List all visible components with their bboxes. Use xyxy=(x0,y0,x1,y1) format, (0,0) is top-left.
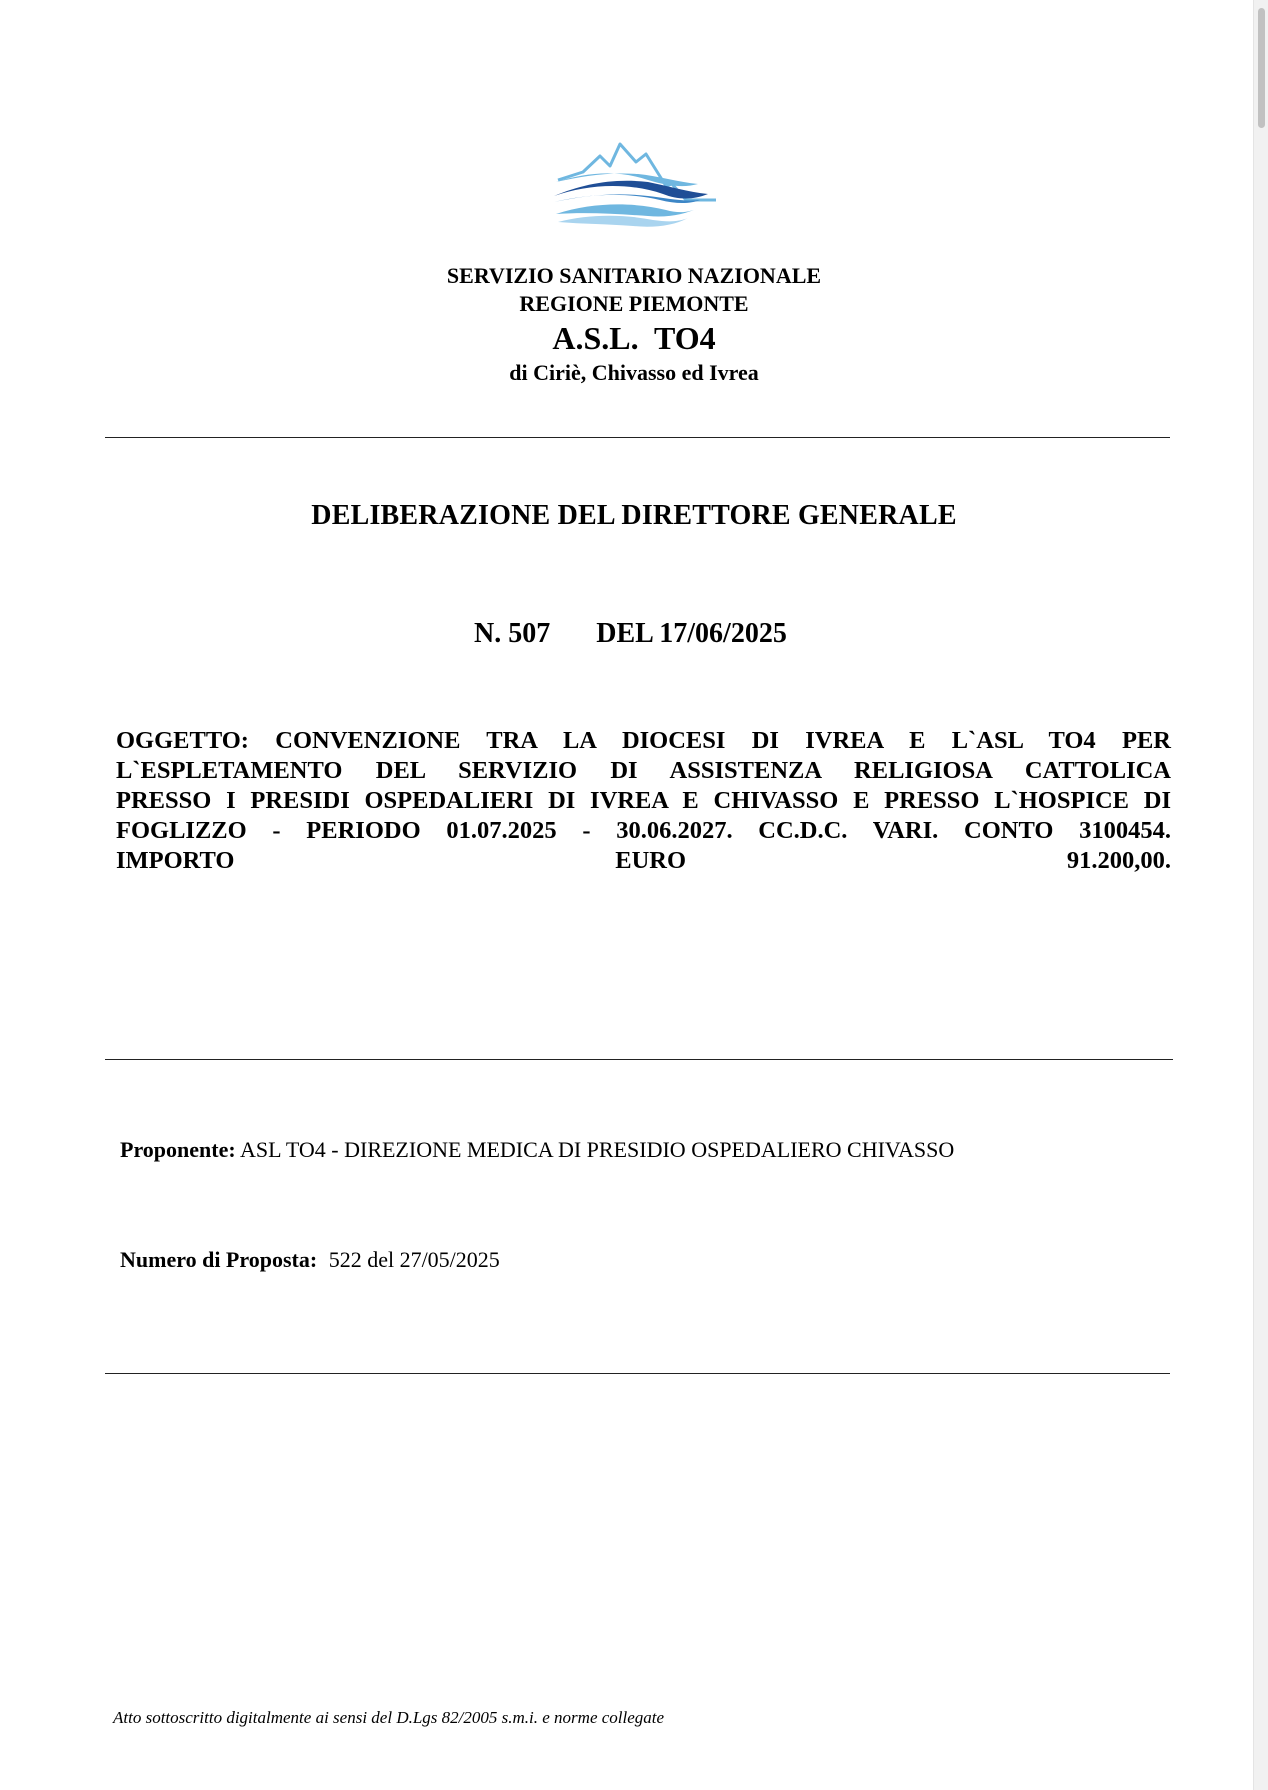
oggetto-block xyxy=(116,726,1171,876)
scrollbar[interactable] xyxy=(1253,0,1268,1790)
delibera-date: DEL 17/06/2025 xyxy=(596,618,787,649)
proponente-value: ASL TO4 - DIREZIONE MEDICA DI PRESIDIO OSPEDALIERO CHIVASSO xyxy=(240,1137,955,1162)
oggetto-line: PRESSO I PRESIDI OSPEDALIERI DI IVREA E CHIVASSO E PRESSO L`HOSPICE DI xyxy=(116,787,1171,814)
divider-middle xyxy=(105,1059,1173,1060)
asl-logo-icon xyxy=(548,142,718,242)
proponente-field xyxy=(120,1135,954,1165)
proponente-label: Proponente: xyxy=(120,1137,236,1162)
header-line-ssn: SERVIZIO SANITARIO NAZIONALE xyxy=(446,263,822,288)
oggetto-line: OGGETTO: CONVENZIONE TRA LA DIOCESI DI IVREA E L`ASL TO4 PER xyxy=(116,727,1171,754)
delibera-number-line xyxy=(474,616,787,652)
numero-proposta-field xyxy=(120,1245,500,1275)
header-line-region: REGIONE PIEMONTE xyxy=(519,291,749,316)
oggetto-line: IMPORTO EURO 91.200,00. xyxy=(116,847,1171,874)
oggetto-line: FOGLIZZO - PERIODO 01.07.2025 - 30.06.2027. CC.D.C. VARI. CONTO 3100454. xyxy=(116,817,1171,844)
oggetto-line: L`ESPLETAMENTO DEL SERVIZIO DI ASSISTENZA RELIGIOSA CATTOLICA xyxy=(116,757,1171,784)
digital-signature-note: Atto sottoscritto digitalmente ai sensi del D.Lgs 82/2005 s.m.i. e norme collegate xyxy=(113,1708,665,1727)
header-org-name: A.S.L. TO4 xyxy=(552,320,716,356)
divider-bottom xyxy=(105,1373,1170,1374)
scrollbar-thumb[interactable] xyxy=(1258,8,1265,128)
numero-proposta-value: 522 del 27/05/2025 xyxy=(328,1247,500,1272)
document-title: DELIBERAZIONE DEL DIRETTORE GENERALE xyxy=(311,500,957,531)
delibera-number: N. 507 xyxy=(474,618,551,649)
header-org-subtitle: di Ciriè, Chivasso ed Ivrea xyxy=(509,360,759,385)
divider-top xyxy=(105,437,1170,438)
numero-proposta-label: Numero di Proposta: xyxy=(120,1247,318,1272)
